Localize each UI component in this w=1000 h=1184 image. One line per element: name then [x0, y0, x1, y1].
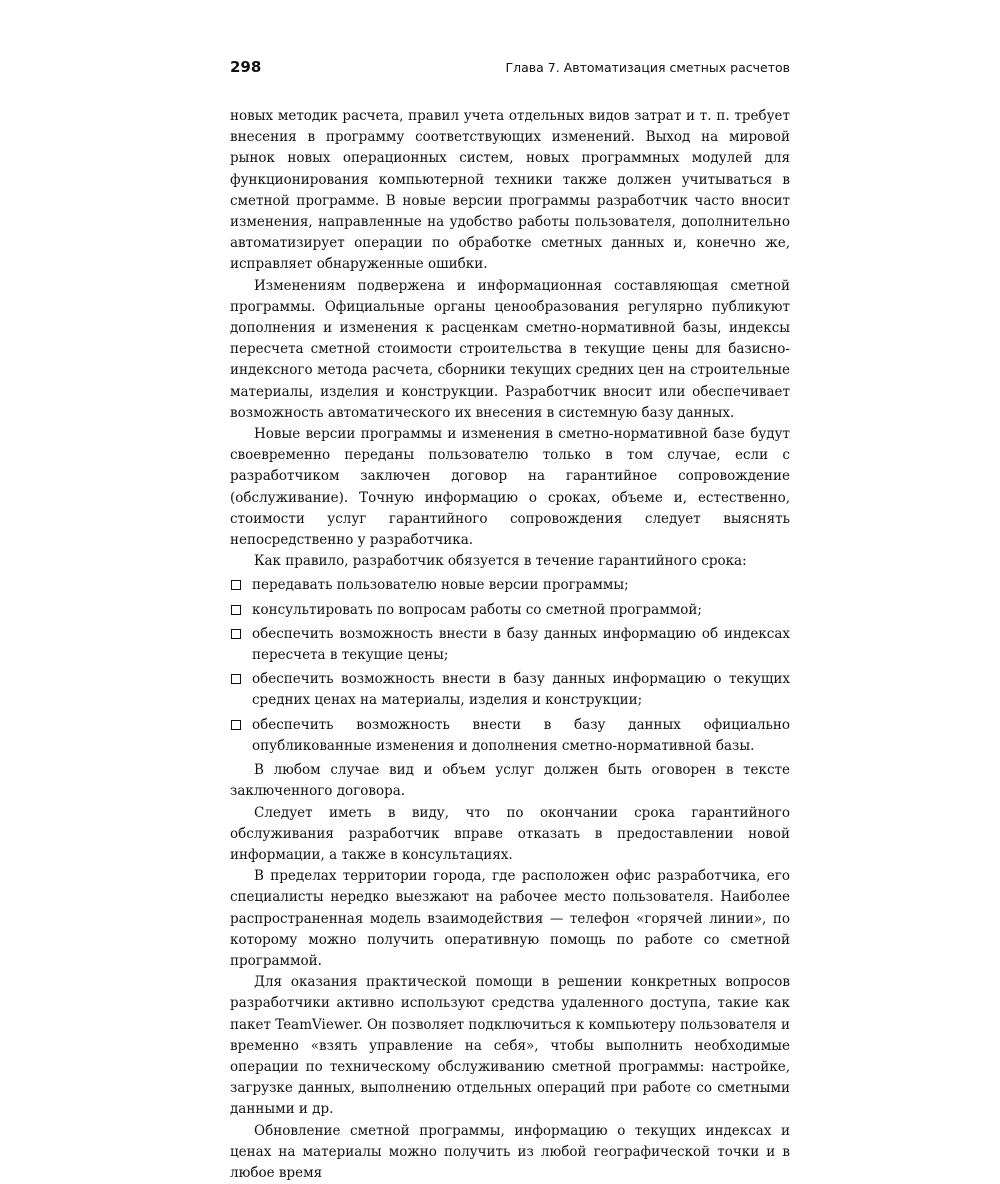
page-header — [230, 58, 790, 76]
body-text — [230, 106, 790, 1184]
paragraph: В пределах территории города, где расположен офис разработчика, его специалисты нередко выезжают на рабочее место пользователя. Наиболее распространенная модель взаимодействия — телефон «горячей линии», по которому можно получить оперативную помощь по работе со сметной программой. — [230, 868, 790, 969]
paragraph: Для оказания практической помощи в решении конкретных вопросов разработчики активно используют средства удаленного доступа, такие как пакет TeamViewer. Он позволяет подключиться к компьютеру пользователя и временно «взять управление на себя», чтобы выполнить необходимые операции по техническому обслуживанию сметной программы: настройке, загрузке данных, выполнению отдельных операций при работе со сметными данными и др. — [230, 974, 790, 1118]
list-item — [230, 715, 790, 757]
paragraph: Обновление сметной программы, информацию о текущих индексах и ценах на материалы можно получить из любой географической точки и в любое время — [230, 1122, 790, 1181]
page-number: 298 — [230, 58, 262, 76]
paragraph: Следует иметь в виду, что по окончании срока гарантийного обслуживания разработчик вправе отказать в предоставлении новой информации, а также в консультациях. — [230, 804, 790, 863]
paragraph: В любом случае вид и объем услуг должен быть оговорен в тексте заключенного договора. — [230, 762, 790, 800]
checkbox-bullet-icon — [231, 605, 241, 615]
list-item-text: консультировать по вопросам работы со сметной программой; — [252, 601, 702, 618]
paragraph: Как правило, разработчик обязуется в течение гарантийного срока: — [254, 553, 747, 570]
checkbox-bullet-icon — [231, 720, 241, 730]
list-item — [230, 575, 790, 596]
checkbox-bullet-icon — [231, 629, 241, 639]
paragraph: Изменениям подвержена и информационная составляющая сметной программы. Официальные органы ценообразования регулярно публикуют дополнения и изменения к расценкам сметно-нормативной базы, индексы пересчета сметной стоимости строительства в текущие цены для базисно-индексного метода расчета, сборники текущих средних цен на строительные материалы, изделия и конструкции. Разработчик вносит или обеспечивает возможность автоматического их внесения в системную базу данных. — [230, 277, 790, 421]
bullet-list — [230, 575, 790, 757]
paragraph: новых методик расчета, правил учета отдельных видов затрат и т. п. требует внесения в программу соответствующих изменений. Выход на мировой рынок новых операционных систем, новых программных модулей для функционирования компьютерной техники также должен учитываться в сметной программе. В новые версии программы разработчик часто вносит изменения, направленные на удобство работы пользователя, дополнительно автоматизирует операции по обработке сметных данных и, конечно же, исправляет обнаруженные ошибки. — [230, 108, 790, 273]
chapter-title: Глава 7. Автоматизация сметных расчетов — [505, 60, 790, 75]
list-item-text: обеспечить возможность внести в базу данных официально опубликованные изменения и дополнения сметно-нормативной базы. — [252, 716, 790, 754]
list-item-text: передавать пользователю новые версии программы; — [252, 577, 629, 594]
list-item-text: обеспечить возможность внести в базу данных информацию об индексах пересчета в текущие цены; — [252, 625, 790, 664]
list-item-text: обеспечить возможность внести в базу данных информацию о текущих средних ценах на материалы, изделия и конструкции; — [252, 671, 790, 709]
list-item — [230, 600, 790, 621]
book-page — [230, 58, 790, 1184]
paragraph: Новые версии программы и изменения в сметно-нормативной базе будут своевременно переданы пользователю только в том случае, если с разработчиком заключен договор на гарантийное сопровождение (обслуживание). Точную информацию о сроках, объеме и, естественно, стоимости услуг гарантийного сопровождения следует выяснять непосредственно у разработчика. — [230, 426, 790, 549]
checkbox-bullet-icon — [231, 580, 241, 590]
list-item — [230, 624, 790, 666]
list-item — [230, 669, 790, 711]
checkbox-bullet-icon — [231, 674, 241, 684]
